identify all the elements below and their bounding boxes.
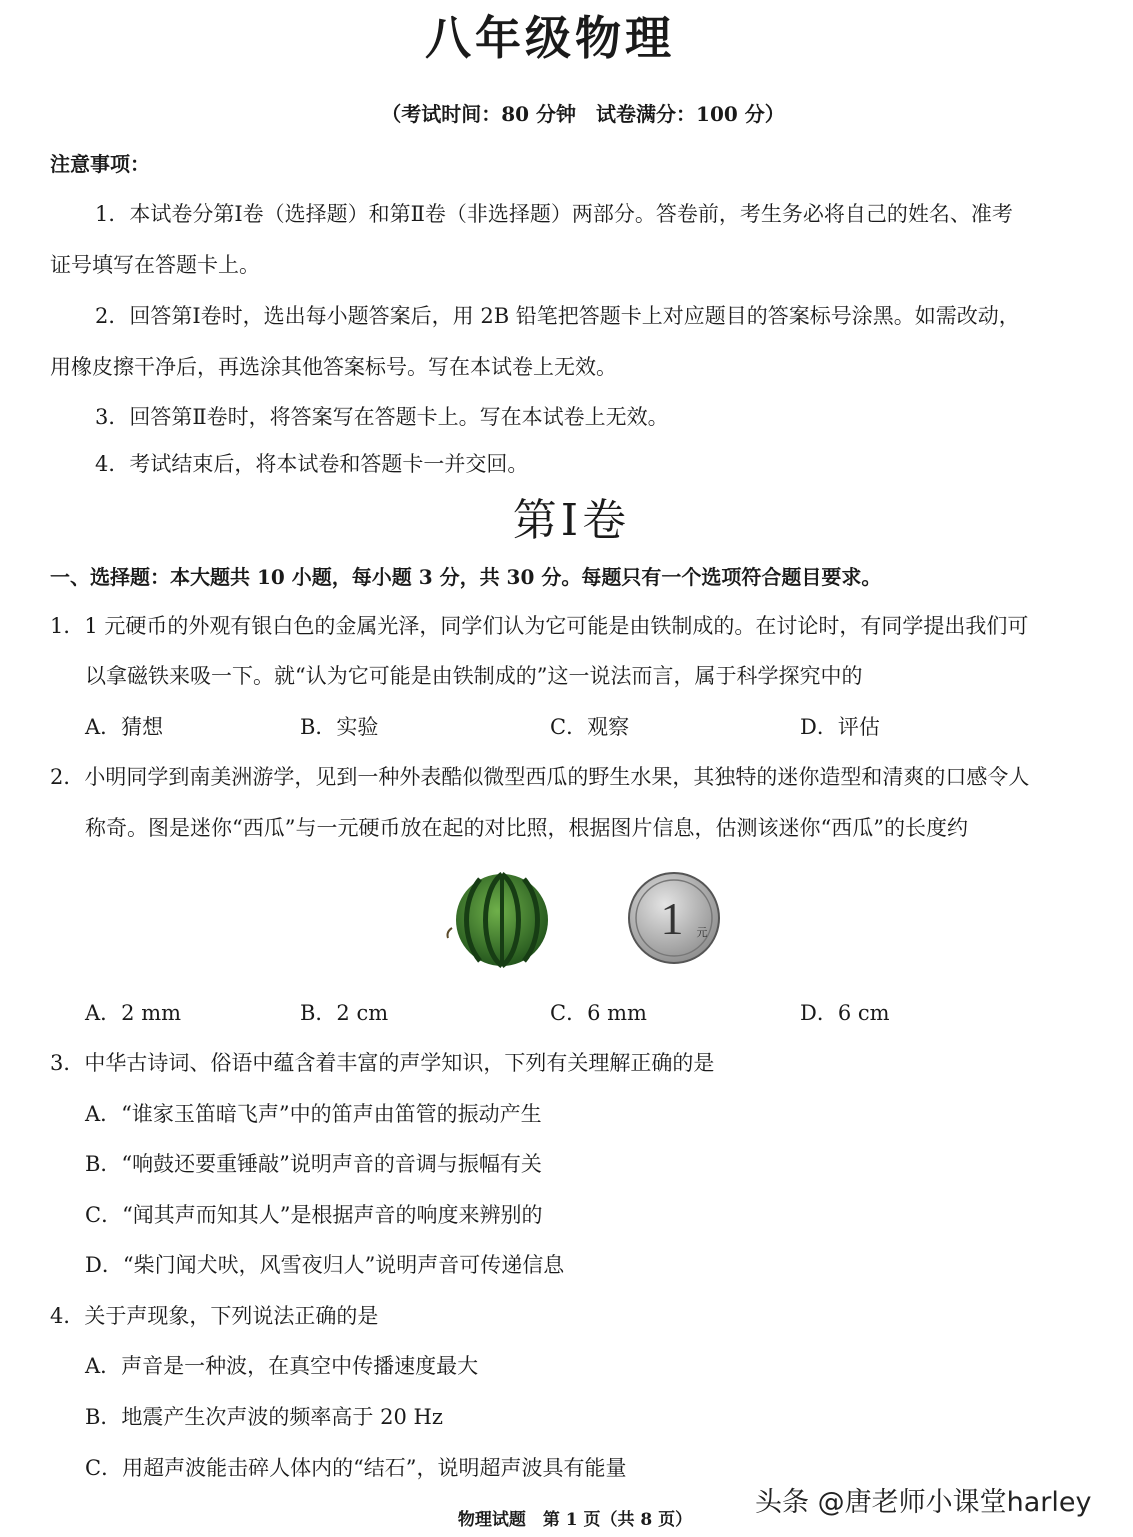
coin-image (629, 873, 719, 963)
notice-heading: 注意事项： (50, 152, 150, 176)
question-2-option-c: C．6 mm (550, 1001, 647, 1025)
question-4-option-a: A．声音是一种波，在真空中传播速度最大 (85, 1354, 479, 1378)
question-2-line2: 称奇。图是迷你“西瓜”与一元硬币放在起的对比照，根据图片信息，估测该迷你“西瓜”的长度约 (85, 816, 968, 840)
part-heading: 一、选择题：本大题共 10 小题，每小题 3 分，共 30 分。每题只有一个选项符合题目要求。 (50, 565, 882, 589)
watermelon-coin-figure (440, 870, 740, 970)
question-2-option-a: A．2 mm (85, 1001, 182, 1025)
notice-item-4: 4．考试结束后，将本试卷和答题卡一并交回。 (95, 452, 529, 476)
page-footer: 物理试题 第 1 页（共 8 页） (457, 1510, 693, 1530)
question-1-line1: 1．1 元硬币的外观有银白色的金属光泽，同学们认为它可能是由铁制成的。在讨论时，有同学提出我们可 (50, 614, 1029, 638)
question-2-option-d: D．6 cm (800, 1001, 890, 1025)
notice-item-2-line1: 2．回答第Ⅰ卷时，选出每小题答案后，用 2B 铅笔把答题卡上对应题目的答案标号涂黑。如需改动， (95, 304, 1020, 328)
question-1-option-b: B．实验 (300, 715, 379, 739)
notice-item-3: 3．回答第Ⅱ卷时，将答案写在答题卡上。写在本试卷上无效。 (95, 405, 669, 429)
watermark: 头条 @唐老师小课堂harley (755, 1487, 1092, 1518)
question-2-line1: 2．小明同学到南美洲游学，见到一种外表酷似微型西瓜的野生水果，其独特的迷你造型和清爽的口感令人 (50, 765, 1030, 789)
question-4-option-c: C．用超声波能击碎人体内的“结石”，说明超声波具有能量 (85, 1456, 627, 1480)
figure-svg (440, 870, 740, 970)
question-3-option-b: B．“响鼓还要重锤敲”说明声音的音调与振幅有关 (85, 1152, 542, 1176)
question-1-option-c: C．观察 (550, 715, 630, 739)
coin-unit: 元 (696, 926, 708, 939)
notice-item-1-line1: 1．本试卷分第Ⅰ卷（选择题）和第Ⅱ卷（非选择题）两部分。答卷前，考生务必将自己的姓名、准考 (95, 202, 1013, 226)
question-3-option-d: D．“柴门闻犬吠，风雪夜归人”说明声音可传递信息 (85, 1253, 565, 1277)
notice-item-1-line2: 证号填写在答题卡上。 (50, 253, 260, 277)
question-2-option-b: B．2 cm (300, 1001, 389, 1025)
question-1-option-a: A．猜想 (85, 715, 164, 739)
watermelon-image (448, 874, 549, 966)
question-1-line2: 以拿磁铁来吸一下。就“认为它可能是由铁制成的”这一说法而言，属于科学探究中的 (85, 664, 863, 688)
question-4-option-b: B．地震产生次声波的频率高于 20 Hz (85, 1405, 443, 1429)
exam-subtitle: （考试时间：80 分钟 试卷满分：100 分） (381, 102, 785, 126)
coin-denomination: 1 (660, 893, 684, 944)
question-3-stem: 3．中华古诗词、俗语中蕴含着丰富的声学知识，下列有关理解正确的是 (50, 1051, 715, 1075)
notice-item-2-line2: 用橡皮擦干净后，再选涂其他答案标号。写在本试卷上无效。 (50, 355, 617, 379)
question-4-stem: 4．关于声现象，下列说法正确的是 (50, 1304, 379, 1328)
question-3-option-a: A．“谁家玉笛暗飞声”中的笛声由笛管的振动产生 (85, 1102, 542, 1126)
exam-title: 八年级物理 (425, 11, 675, 65)
question-1-option-d: D．评估 (800, 715, 880, 739)
section-title: 第Ⅰ卷 (512, 495, 631, 546)
question-3-option-c: C．“闻其声而知其人”是根据声音的响度来辨别的 (85, 1203, 543, 1227)
